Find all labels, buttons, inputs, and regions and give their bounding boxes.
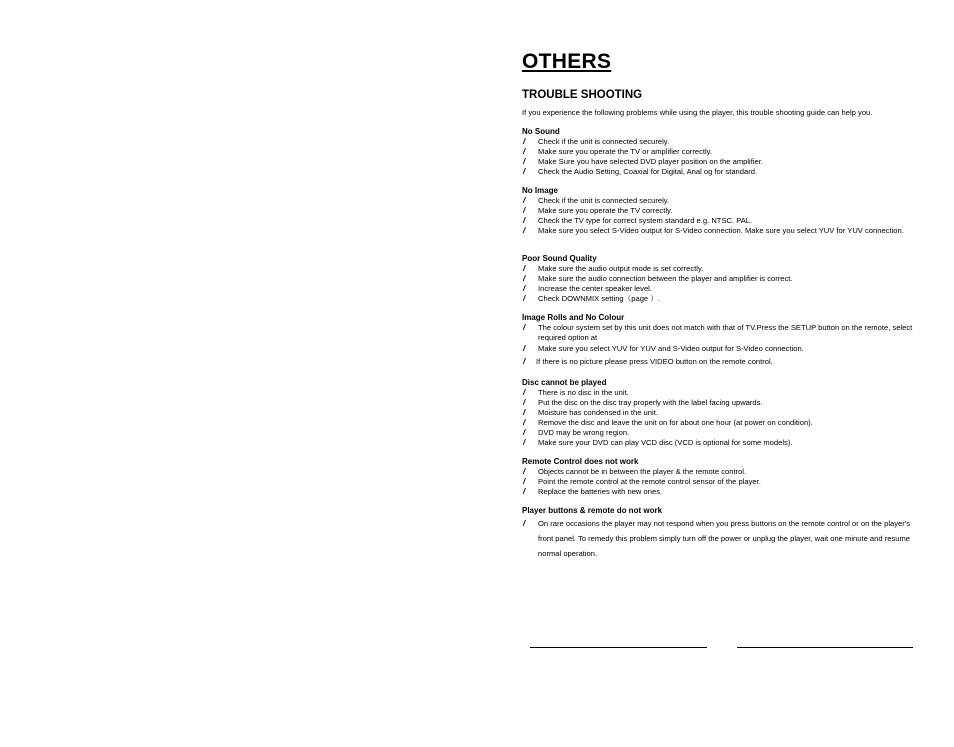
bullet-icon: / <box>523 487 526 496</box>
section-buttons-remote-not-work <box>522 506 914 561</box>
section-heading: No Image <box>522 186 559 195</box>
list-item: / Replace the batteries with new ones. <box>523 487 663 496</box>
bullet-icon: / <box>523 147 526 156</box>
list-item: / Make sure you select YUV for YUV and S-Video output for S-Video connection. <box>523 343 804 353</box>
bullet-list <box>522 264 914 304</box>
list-item: / Point the remote control at the remote control sensor of the player. <box>523 477 761 486</box>
bullet-icon: / <box>523 519 526 528</box>
list-item: / Make sure the audio connection between the player and amplifier is correct. <box>523 273 793 283</box>
list-item: / Make sure the audio output mode is set correctly. <box>523 263 704 273</box>
section-remote-not-work <box>522 457 914 497</box>
bullet-icon: / <box>523 263 526 273</box>
bullet-list <box>522 196 914 237</box>
bullet-icon: / <box>523 408 526 417</box>
list-item: / Make sure you select S-Video output for S-Video connection. Make sure you select YUV for YUV connection. <box>523 226 904 235</box>
list-item: / Make sure you operate the TV correctly. <box>523 206 673 215</box>
bullet-icon: / <box>523 477 526 486</box>
bullet-list <box>522 137 914 177</box>
list-item: / Check the TV type for correct system standard e.g. NTSC. PAL. <box>523 216 753 225</box>
bullet-icon: / <box>523 357 526 366</box>
list-item: / Make Sure you have selected DVD player position on the amplifier. <box>523 157 763 166</box>
bullet-icon: / <box>523 137 526 146</box>
bullet-icon: / <box>523 343 526 353</box>
page-title: OTHERS <box>522 50 612 73</box>
bullet-icon: / <box>523 273 526 283</box>
section-heading: Disc cannot be played <box>522 378 607 387</box>
bullet-icon: / <box>523 428 526 437</box>
section-no-sound <box>522 127 914 177</box>
list-item: / Check DOWNMIX setting（page ）. <box>523 293 660 303</box>
bullet-icon: / <box>523 283 526 293</box>
section-disc-cannot-play <box>522 378 914 448</box>
list-item: / Increase the center speaker level. <box>523 283 652 293</box>
intro-text: If you experience the following problems while using the player, this trouble shooting guide can help you. <box>522 108 873 117</box>
footer-rule-right <box>737 647 913 648</box>
footer-rule-left <box>530 647 707 648</box>
list-item: / On rare occasions the player may not respond when you press buttons on the remote control or on the player's front panel. To remedy this problem simply turn off the power or unplug the player, wait one minute and resume normal operation. <box>522 516 914 561</box>
section-image-rolls <box>522 313 914 370</box>
bullet-icon: / <box>523 293 526 303</box>
list-item: / Moisture has condensed in the unit. <box>523 408 658 417</box>
section-no-image <box>522 186 914 237</box>
bullet-icon: / <box>523 388 526 397</box>
section-heading: Poor Sound Quality <box>522 253 597 263</box>
troubleshooting-column <box>522 48 914 561</box>
list-item: / Remove the disc and leave the unit on for about one hour (at power on condition). <box>523 418 813 427</box>
bullet-icon: / <box>523 438 526 447</box>
bullet-list <box>522 516 914 561</box>
bullet-icon: / <box>523 226 526 235</box>
bullet-icon: / <box>523 418 526 427</box>
list-item: / Check the Audio Setting, Coaxial for Digital, Anal og for standard. <box>523 167 758 176</box>
bullet-list <box>522 467 914 497</box>
list-item: / If there is no picture please press VIDEO button on the remote control. <box>522 354 914 369</box>
section-poor-sound-quality <box>522 254 914 304</box>
list-item: / DVD may be wrong region. <box>523 428 630 437</box>
list-item: / Put the disc on the disc tray properly with the label facing upwards. <box>523 398 763 407</box>
bullet-icon: / <box>523 398 526 407</box>
list-item: / The colour system set by this unit does not match with that of TV.Press the SETUP button on the remote, select required option at <box>523 322 913 342</box>
list-item: / Check if the unit is connected securely. <box>523 137 670 146</box>
section-subtitle: TROUBLE SHOOTING <box>522 89 643 101</box>
bullet-list <box>522 388 914 448</box>
section-heading: No Sound <box>522 127 560 136</box>
section-heading: Image Rolls and No Colour <box>522 312 625 322</box>
section-heading: Remote Control does not work <box>522 457 639 466</box>
list-item: / Make sure your DVD can play VCD disc (VCD is optional for some models). <box>523 438 793 447</box>
list-item: / Objects cannot be in between the player & the remote control. <box>523 467 747 476</box>
bullet-icon: / <box>523 196 526 205</box>
bullet-icon: / <box>523 206 526 215</box>
bullet-icon: / <box>523 167 526 176</box>
list-item: / There is no disc in the unit. <box>523 388 629 397</box>
list-item: / Make sure you operate the TV or amplifier correctly. <box>523 147 713 156</box>
bullet-icon: / <box>523 216 526 225</box>
bullet-list <box>522 323 914 370</box>
section-heading: Player buttons & remote do not work <box>522 506 663 515</box>
list-item: / Check if the unit is connected securely. <box>523 196 670 205</box>
bullet-icon: / <box>523 322 526 332</box>
bullet-icon: / <box>523 157 526 166</box>
bullet-icon: / <box>523 467 526 476</box>
